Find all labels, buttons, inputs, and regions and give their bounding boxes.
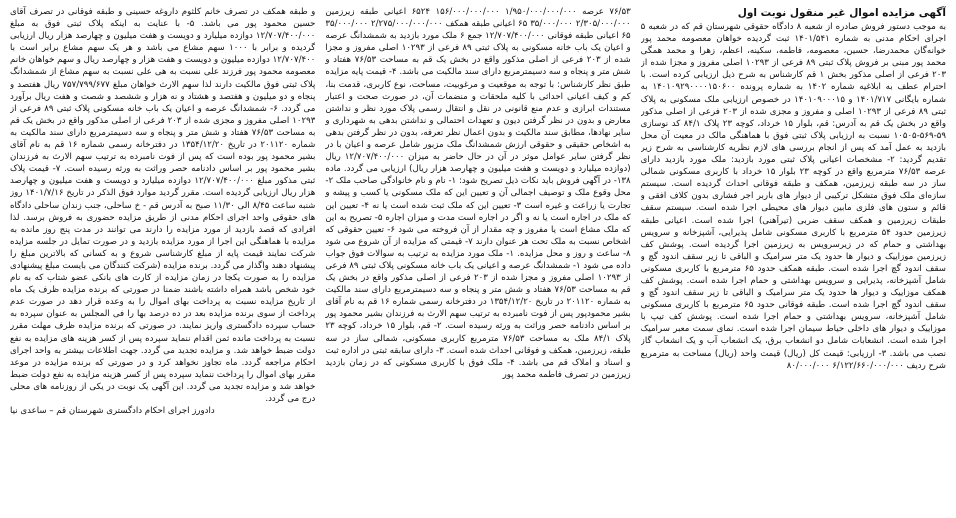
notice-column-1	[641, 6, 946, 512]
notice-body-part-2: ۷۶/۵۳ عرصه ۱/۹۵۰/۰۰۰/۰۰۰/۰۰۰ ۱۵۶/۰۰۰/۰۰۰/۰۰۰ ۶۵۲۴ اعیانی طبقه زیرزمین ۲/۳۰۵/۰۰۰/۰۰۰ ۳۵/۰۰۰/۰۰۰ ۶۵ اعیانی طبقه همکف ۲/۲۷۵/۰۰۰/۰۰۰/۰۰۰ ۳۵/۰۰۰/۰۰۰ ۶۵ اعیانی طبقه فوقانی ۱۲/۷۰۷/۴۰۰/۰۰۰ جمع ۶ ملک مورد بازدید به شمشدانگ عرصه و اعیان یک باب خانه مسکونی به پلاک ثبتی ۸۹ فرعی از ۱۰۲۹۳ اصلی مفروز و مجزا شده از ۲۰۳ فرعی از اصلی مذکور واقع در بخش یک قم به مساحت ۷۶/۵۳ هفتاد و شش متر و پنجاه و سه دسیمترمربع دارای سند مالکیت می باشد. ۴- قیمت پایه مزایده طبق نظر کارشناس: با توجه به موقعیت و مرغوبیت، مساحت، نوع کاربری، قدمت بنا، کم و کیف اعیانی احداثی با کلیه ملحقات و منضمات آن، در صورت صحت و اعتبار مستندات ابرازی و عدم منع قانونی در نقل و انتقال رسمی پلاک مورد نظر و نداشتن معارض و بدون در نظر گرفتن دیون و تعهدات احتمالی و نداشتن بدهی به شهرداری و سایر نهادها، مطابق سند مالکیت و بدون اعمال نظر تعرفه، بدون در نظر گرفتن بدهی به اشخاص حقیقی و حقوقی ارزش شمشدانگ ملک مزبور شامل عرصه و اعیان با در نظر گرفتن سایر عوامل موثر در آن در حال حاضر به میزان ۱۲/۷۰۷/۴۰۰/۰۰۰ ریال (دوازده میلیارد و دویست و هفت میلیون و چهارصد هزار ریال) ارزیابی می گردد. ماده ۱۳۸- در آگهی فروش باید نکات ذیل تصریح شود: ۱- نام و نام خانوادگی صاحب ملک ۲- محل وقوع ملک و توصیف اجمالی آن و تعیین این که ملک مسکونی یا کسب و پیشه و تجارت یا زراعت و غیره است ۳- تعیین این که ملک ثبت شده است یا نه ۴- تعیین این که ملک در اجاره است یا نه و اگر در اجاره است مدت و میزان اجاره ۵- تصریح به این که ملک مشاع است یا مفروز و چه مقدار از آن فروخته می شود ۶- تعیین حقوقی که اشخاص نسبت به ملک تحت هر عنوان دارند ۷- قیمتی که مزایده از آن شروع می شود ۸- ساعت و روز و محل مزایده. ۱- ملک مورد مزایده به ترتیب به سوالات فوق جواب داده می شود ۱- شمشدانگ عرصه و اعیانی یک باب خانه مسکونی پلاک ثبتی ۸۹ فرعی از ۱۰۲۹۳ اصلی مفروز و مجزا شده از ۲۰۳ فرعی از اصلی مذکور واقع در بخش یک قم به مساحت ۷۶/۵۳ هفتاد و شش متر و پنجاه و سه دسیمترمربع دارای سند مالکیت به شماره ۲۰۱۱۲۰ در تاریخ ۱۳۵۴/۱۲/۲۰ در دفترخانه رسمی شماره ۱۶ قم به نام آقای بشیر محمودپور پس از فوت نامبرده به ترتیب سهم الارث به فرزندان بشیر محمود پور بر اساس دادنامه حصر وراثت به ورثه رسیده است. ۲- قم، بلوار ۱۵ خرداد، کوچه ۲۳ پلاک ۸۴/۱ ملک به مساحت ۷۶/۵۳ مترمربع کاربری مسکونی، شمالی ساز در سه طبقه، زیرزمین، همکف و فوقانی احداث شده است. ۳- دارای سابقه ثبتی در اداره ثبت و اسناد و املاک قم می باشد. ۴- ملک فوق با کاربری مسکونی که در زمان بازدید زیرزمین در تصرف فاطمه محمد پور	[325, 7, 631, 380]
notice-column-2	[325, 6, 630, 512]
notice-body-part-1: به موجب دستور فروش صادره از شعبه ۸ دادگاه حقوقی شهرستان قم که در شعبه ۵ اجرای احکام مدنی به شماره ۱۴۰۱/۵۴۱ ثبت گردیده خواهان معصومه محمد پور خوانه‌گان محمدرضا، حسین، معصومه، فاطمه، سکینه، اعظم، زهرا و محمد همگی محمد پور مبنی بر فروش پلاک ثبتی ۸۹ فرعی از ۱۰۲۹۳ اصلی مفروز و مجزا شده از ۲۰۳ فرعی از اصلی مذکور بخش ۱ قم کارشناس به شرح ذیل ارزیابی کرده است. با احترام عطف به ابلاغیه شماره ۱۴۰۲ به شماره پرونده ۱۴۰۱۰۹۲۹۰۰۰۰۱۵۰۶۰۰ به شماره بایگانی ۱۴۰۱/۷۱۷ و ۱۴۰۱۰۹۰۰۰۱۵ در خصوص ارزیابی ملک مسکونی به پلاک ثبتی ۸۹ فرعی از ۱۰۲۹۳ اصلی و مفروز و مجزی شده از ۲۰۳ فرعی از اصلی مذکور واقع در بخش یک قم به آدرس: قم، بلوار ۱۵ خرداد، کوچه ۲۳ پلاک ۸۴/۱ کد نوسازی ۵۹-۵۶۹-۱۰۵۰۵ نسبت به ارزیابی پلاک ثبتی فوق با هماهنگی مالک در معیت آن محل بازدید به عمل آمد که پس از انجام بررسی های لازم نظریه کارشناسی به شرح زیر تقدیم گردید: ۲- مشخصات اعیانی پلاک ثبتی مورد بازدید: ملک مورد بازدید دارای عرصه ۷۶/۵۳ مترمربع واقع در کوچه ۲۳ بلوار ۱۵ خرداد با کاربری مسکونی شمالی ساز در سه طبقه زیرزمین، همکف و طبقه فوقانی احداث گردیده است. سیستم سازه‌ای ملک فوق متشکل ترکیبی از دیوار های باربر اجر فشاری بدون کلاف افقی و قائم و ستون های فلزی مابین دیوار های محیطی اجرا شده است. سیستم سقف طبقات زیرزمین و همکف سقف ضربی (تیرآهنی) اجرا شده است. اعیانی طبقه زیرزمین حدود ۵۴ مترمربع با کاربری مسکونی شامل پذیرایی، آشپزخانه و سرویس بهداشتی و حمام که در زیرسرویس به زیرزمین اجرا گردیده است. پوشش کف زیرزمین موزاییک و دیوار ها حدود یک متر سرامیک و الباقی تا زیر سقف اندود گچ و سقف اندود گچ اجرا شده است. طبقه همکف حدود ۶۵ مترمربع با کاربری مسکونی شامل آشپزخانه، پذیرایی و سرویس بهداشتی و حمام اجرا شده است. پوشش کف همکف موزاییک و دیوار ها حدود یک متر سرامیک و الباقی تا زیر سقف اندود گچ و سقف اندود گچ اجرا شده است. طبقه فوقانی حدود ۶۵ مترمربع با کاربری مسکونی شامل آشپزخانه، سرویس بهداشتی و حمام اجرا شده است. پوشش کف تیپ با موزاییک و دیوار های داخلی حیاط سیمان اجرا شده است. نمای سمت معبر سرامیک اجرا شده است. انشعابات شامل دو انشعاب برق، یک انشعاب آب و یک انشعاب گاز نصب می باشد. ۳- ارزیابی: قیمت کل (ریال) قیمت واحد (ریال) مساحت به مترمربع شرح ردیف ۶/۱۲۲/۶۶۰/۰۰۰/۰۰۰ ۸۰/۰۰۰/۰۰۰	[640, 22, 946, 371]
notice-column-3	[10, 6, 315, 512]
notice-title: آگهی مزایده اموال غیر منقول نوبت اول	[737, 7, 946, 19]
notice-body-part-3: و طبقه همکف در تصرف خانم کلثوم داروغه حسینی و طبقه فوقانی در تصرف آقای حسین محمود پور می باشد. ۵- با عنایت به اینکه پلاک ثبتی فوق به مبلغ ۱۲/۷۰۷/۴۰۰/۰۰۰ دوازده میلیارد و دویست و هفت میلیون و چهارصد هزار ریال ارزیابی گردیده و برابر با ۱۰۰۰ سهم مشاع می باشد و هر یک سهم مشاع برابر است با ۱۲/۷۰۷/۴۰۰ دوازده میلیون و دویست و هفت هزار و چهارصد ریال و سهم خواهان خانم معصومه محمود پور فرزند علی نسبت به هی علی نسبت به سهم مشاع از شمشدانگ پلاک ثبتی فوق مالکیت دارند لذا سهم الارث خواهان مبلغ ۷۵۷/۷۹۹/۶۷۷ ریال هفتصد و پنجاه و دو میلیون و هفتصد و هشتاد و نه هزار و ششصد و شصت و هفت ریال برآورد می گردد. ۶- شمشدانگ عرصه و اعیان یک باب خانه مسکونی پلاک ثبتی ۸۹ فرعی از ۱۰۲۹۳ اصلی مفروز و مجزی شده از ۲۰۳ فرعی از اصلی مذکور واقع در بخش یک قم به مساحت ۷۶/۵۳ هفتاد و شش متر و پنجاه و سه دسیمترمربع دارای سند مالکیت به شماره ۲۰۱۱۲۰ در تاریخ ۱۳۵۴/۱۲/۲۰ در دفترخانه رسمی شماره ۱۶ قم به نام آقای بشیر محمود پور بوده است که پس از فوت نامبرده به ترتیب سهم الارث به فرزندان بشیر محمود پور بر اساس دادنامه حصر وراثت به ورثه رسیده است. ۷- قیمت پلاک ثبتی مذکور مبلغ ۱۲/۷۰۷/۴۰۰/۰۰۰ دوازده میلیارد و دویست و هفت میلیون و چهارصد هزار ریال ارزیابی گردیده است. مقرر گردید موارد فوق الذکر در تاریخ ۱۴۰۱/۷/۱۶ روز شنبه ساعت ۸/۴۵ الی ۱۱/۳۰ صبح به آدرس قم - خ ساحلی، جنب زندان ساحلی دادگاه های حقوقی واحد اجرای احکام مدنی از طریق مزایده حضوری به فروش برسد. لذا افرادی که قصد بازدید از مورد مزایده را دارند می توانند در مدت پنج روز مانده به مزایده با هماهنگی این اجرا از مورد مزایده بازدید و در صورت تمایل در جلسه مزایده شرکت نمایند قیمت پایه از مبلغ کارشناسی شروع و به کسانی که بالاترین مبلغ را پیشنهاد دهند واگذار می گردد. برنده مزایده (شرکت کنندگان می بایست مبلغ پیشنهادی مزایده را به صورت یکجا در زمان مزایده از کارت های بانکی عضو شتاب که به نام خود شخص باشد همراه داشته باشند ضمنا در صورتی که برنده مزایده ظرف یک ماه از تاریخ مزایده نسبت به پرداخت بهای اموال را به وعده قرار دهد در صورت عدم پرداخت از سوی برنده مزایده بعد در ده درصد بها را فی المجلس به عنوان سپرده به حساب سپرده دادگستری واریز نمایند. در صورتی که برنده مزایده ظرف مهلت مقرر نسبت به پرداخت مانده ثمن اقدام ننماید سپرده پس از کسر هزینه های مزایده به نفع دولت ضبط خواهد شد. و مزایده تجدید می گردد. جهت اطلاعات بیشتر به واحد اجرای احکام مراجعه گردد. ماه تجاوز نخواهد کرد و در صورتی که برنده مزایده در موعد مقرر بهای اموال را پرداخت ننماید سپرده پس از کسر هزینه مزایده به نفع دولت ضبط خواهد شد و مزایده تجدید می گردد. این آگهی یک نوبت در یکی از روزنامه های محلی درج می گردد.	[10, 7, 316, 404]
notice-signature: دادورز اجرای احکام دادگستری شهرستان قم – ساعدی نیا	[10, 406, 215, 417]
